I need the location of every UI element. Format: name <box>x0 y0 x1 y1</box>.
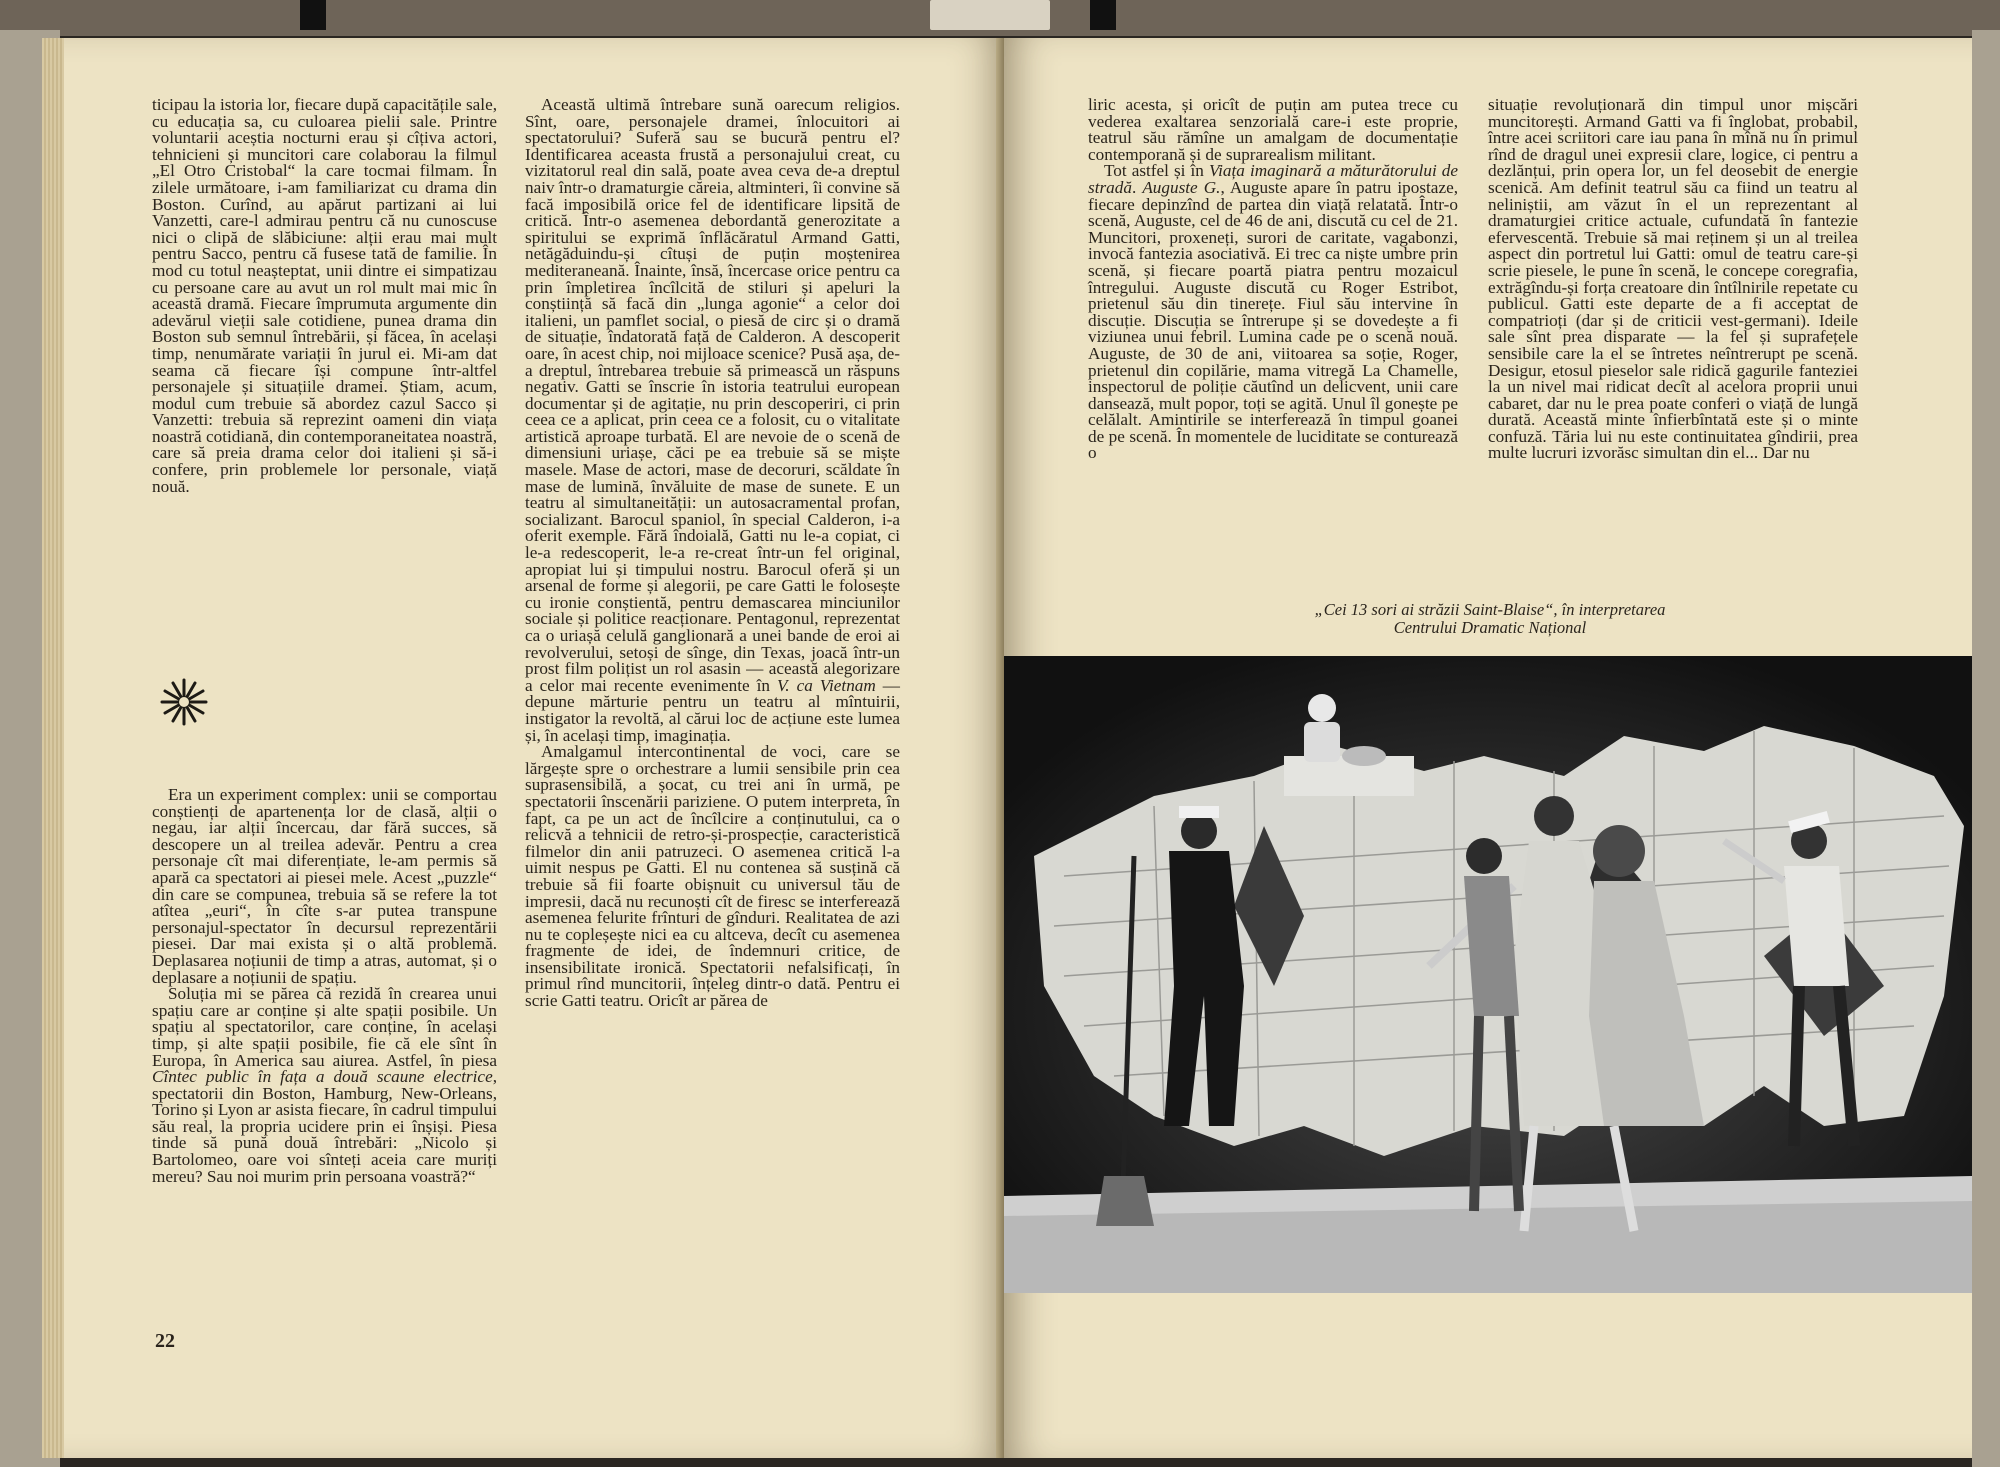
paragraph: Amalgamul intercontinental de voci, care se lărgește spre o orchestrare a lumii sensibile prin cea suprasensibilă, a șocat, cu trei ani în urmă, pe spectatorii înscenării pariziene. O putem interpreta, în fapt, ca pe un act de încîlcire a conținutului, ca o relicvă a tehnicii de retro-și-prospecție, caracteristică filmelor din anii patruzeci. O asemenea critică l-a uimit nespus pe Gatti. El nu contenea să susțină că trebuie să fii foarte obișnuit cu universul tău de impresii, dacă nu recunoști cît de firesc se interferează asemenea felurite frînturi de gînduri. Realitatea de azi nu te copleșește nici ea cu altceva, decît cu asemenea fragmente de idei, de îndemnuri critice, de insensibilitate ironică. Spectatorii nefalsificați, în primul rînd muncitorii, înțeleg dintr-o dată. Pentru ei scrie Gatti teatru. Oricît ar părea de <box>525 742 900 1011</box>
sunburst-ornament-icon <box>160 678 208 726</box>
page-edges <box>42 38 64 1458</box>
paragraph <box>1088 163 1458 462</box>
text-span: Această ultimă întrebare sună oarecum religios. Sînt, oare, personajele dramei, înlocuitori ai spectatorului? Suferă sau se bucură pentru el? Identificarea aceasta frustă a personajului creat, cu vizitatorul real din sală, poate avea ceva de-a dreptul naiv într-o dramaturgie căreia, altminteri, îi convine să facă imposibilă orice fel de identificare lipsită de critică. Într-o asemenea debordantă generozitate a spiritului se exprimă înflăcăratul Armand Gatti, netăgăduindu-și cîtuși de puțin moștenirea mediteraneană. Înainte, însă, încercase orice pentru ca prin împletirea încîlcită de stiluri și apeluri la conștiință să facă din „lunga agonie“ a celor doi italieni, un pamflet social, o piesă de circ și o dramă de situație, îndatorată față de Calderon. A descoperit oare, în acest chip, noi mijloace scenice? Pusă așa, de-a dreptul, întrebarea trebuie să primească un răspuns negativ. Gatti se înscrie în istoria teatrului european documentar și de agitație, nu prin descoperiri, ci prin ceea ce a aplicat, prin ceea ce a folosit, cu o vitalitate artistică aproape turbată. El are nevoie de o scenă de dimensiuni uriașe, căci pe ea trebuie să se miște masele. Mase de actori, mase de decoruri, scăldate în mase de lumină, învăluite de mase de sunete. E un teatru al simultaneității: un autosacramental profan, socializant. Barocul spaniol, în special Calderon, i-a oferit exemple. Fără îndoială, Gatti nu le-a copiat, ci le-a redescoperit, le-a re-creat într-un fel original, apropiat lui și timpului nostru. Barocul oferă și un arsenal de forme și alegorii, pe care Gatti le folosește cu ironie conștientă, pentru demascarea minciunilor sociale și politice reacționare. Pentagonul, reprezentat ca o uriașă celulă ganglionară a unei bande de eroi ai revolverului, setoși de sînge, din Texas, joacă într-un prost film polițist un rol asasin — această alegorizare a celor mai recente evenimente în <box>525 95 900 695</box>
paragraph <box>525 97 900 744</box>
text-span: Soluția mi se părea că rezidă în crearea unui spațiu care ar conține și alte spații posibile. Un spațiu al spectatorilor, care conține, în același timp, și alte spații posibile, fie că ele sînt în Europa, în America sau aiurea. Astfel, în piesa <box>152 984 497 1070</box>
left-column-1-bottom <box>152 787 497 1185</box>
text-span: , spectatorii din Boston, Hamburg, New-Orleans, Torino și Lyon ar asista fiecare, în cadrul timpului său real, la propria ucidere prin ei înșiși. Piesa tinde să pună două întrebări: „Nicolo și Bartolomeo, oare voi sînteți aceia care muriți mereu? Sau noi murim prin persoana voastră?“ <box>152 1067 497 1186</box>
paragraph: liric acesta, și oricît de puțin am putea trece cu vederea exaltarea senzorială care-i este proprie, teatrul său rămîne un amalgam de documentație contemporană și de suprarealism militant. <box>1088 95 1458 164</box>
character-name: Auguste G. <box>1142 177 1221 197</box>
stage-photograph <box>1004 656 1972 1293</box>
paragraph: Era un experiment complex: unii se comportau conștienți de apartenența lor de clasă, alții o negau, iar alții încercau, dar fără succes, să descopere un al treilea adevăr. Pentru a crea personaje cît mai diferențiate, le-am permis să apară ca spectatori ai piesei mele. Acest „puzzle“ din care se compunea, trebuia să se refere la tot atîtea „euri“, în cîte s-ar putea transpune personajul-spectator în decursul reprezentării piesei. Dar mai exista și o altă problemă. Deplasarea noțiunii de timp a atras, automat, și o deplasare a noțiunii de spațiu. <box>152 785 497 987</box>
paragraph: situație revoluționară din timpul unor mișcări muncitorești. Armand Gatti va fi înglobat, probabil, între acei scriitori care iau pana în mînă nu în primul rînd de dragul unei expresii clare, logice, ci pentru a dezlănțui, prin opera lor, un fel deosebit de energie scenică. Am definit teatrul său ca fiind un teatru al neliniștii, am văzut în el un reprezentant al dramaturgiei critice actuale, cufundată în fantezie efervescentă. Trebuie să mai reținem și un al treilea aspect din portretul lui Gatti: omul de teatru care-și scrie piesele, le pune în scenă, le concepe coregrafia, extrăgîndu-și forța creatoare din întîlnirile repetate cu publicul. Gatti este departe de a fi acceptat de compatrioți (dar și de criticii vest-germani). Ideile sale sînt prea disparate — la fel și suprafețele sensibile care la el se întretes neîntrerupt pe scenă. Desigur, etosul pieselor sale ridică gagurile fanteziei la un nivel mai ridicat decît al acelora proprii unui cabaret, dar nu le prea poate conferi o viață de lungă durată. Această minte înfierbîntată este și o minte confuză. Tăria lui nu este continuitatea gîndirii, prea multe lucruri izvorăsc simultan din el... Dar nu <box>1488 95 1858 463</box>
stage-scene-illustration <box>1004 656 1972 1293</box>
drum-icon <box>1342 746 1386 766</box>
paragraph <box>152 986 497 1185</box>
right-column-2 <box>1488 97 1858 462</box>
right-column-1 <box>1088 97 1458 462</box>
play-title: Viața imaginară a măturătorului de stradă <box>1088 161 1458 197</box>
book-cover-edge-right <box>1972 30 2000 1467</box>
paragraph: ticipau la istoria lor, fiecare după capacitățile sale, cu educația sa, cu culoarea pielii sale. Printre voluntarii aceștia nocturni erau și cîțiva actori, tehnicieni și muncitori care colaborau la filmul „El Otro Cristobal“ la care tocmai filmam. În zilele următoare, i-am familiarizat cu drama din Boston. Curînd, au apărut partizani ai lui Vanzetti, care-l admirau pentru că nu cunoscuse nici o clipă de slăbiciune: alții erau mai mult pentru Sacco, pentru că fusese tată de familie. În mod cu totul neașteptat, unii dintre ei simpatizau cu persoane care au avut un rol mult mai mic în această dramă. Fiecare împrumuta argumente din adevărul vieții sale cotidiene, punea drama din Boston sub semnul întrebării, și făcea, în același timp, nenumărate variații în jurul ei. Mi-am dat seama că fiecare își compune într-altfel personajele și situațiile dramei. Știam, acum, modul cum trebuie să abordez cazul Sacco și Vanzetti: trebuia să reprezint oameni din viața noastră cotidiană, din contemporaneitatea noastră, care să preia drama celor doi italieni și să-i confere, prin problemele lor personale, viață nouă. <box>152 95 497 496</box>
left-column-1-top <box>152 97 497 495</box>
play-title: V. ca Vietnam <box>776 675 876 695</box>
left-column-2 <box>525 97 900 1010</box>
binding-tape <box>930 0 1050 30</box>
binding-tab <box>300 0 326 30</box>
play-title: Cîntec public în fața a două scaune electrice <box>152 1067 493 1087</box>
binding-tab <box>1090 0 1116 30</box>
text-span: — depune mărturie pentru un teatru al mîntuirii, instigator la revoltă, al cărui loc de acțiune este lumea și, în același timp, imaginația. <box>525 675 900 745</box>
drummer-figure <box>1308 694 1336 722</box>
text-span: , Auguste apare în patru ipostaze, fiecare depinzînd de partea din viață relatată. Într-o scenă, Auguste, cel de 46 de ani, discută cu cel de 21. Muncitori, proxeneți, surori de caritate, vagabonzi, invocă fantezia asociativă. Ei trec ca niște umbre prin scenă, și fiecare poartă piatra pentru mozaicul întregului. Auguste discută cu Roger Estribot, prietenul său din tinerețe. Fiul său intervine în discuție. Discuția se întrerupe și se dovedește a fi viziunea unui febril. Lumina cade pe o scenă nouă. Auguste, de 30 de ani, viitoarea sa soție, Roger, prietenul din copilărie, mama vitregă La Chamelle, inspectorul de poliție căutînd un delicvent, unii care dansează, mult popor, toți se agită. Unul îl gonește pe celălalt. Amintirile se interferează în timpul goanei de pe scenă. În momentele de luciditate se conturează o <box>1088 177 1458 463</box>
drummer-body <box>1304 722 1340 762</box>
photo-caption: „Cei 13 sori ai străzii Saint-Blaise“, în interpretarea Centrului Dramatic Național <box>1314 600 1666 637</box>
page-number: 22 <box>155 1330 175 1352</box>
text-span: Tot astfel și în <box>1104 161 1209 181</box>
text-span: . <box>1131 177 1143 197</box>
book-binding-top <box>0 0 2000 36</box>
